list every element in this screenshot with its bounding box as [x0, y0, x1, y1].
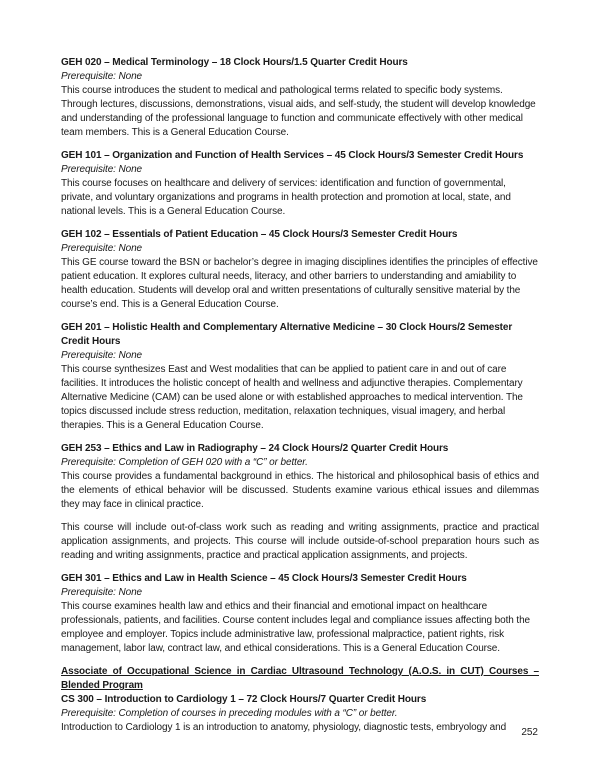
- course-title: GEH 253 – Ethics and Law in Radiography – 24 Clock Hours/2 Quarter Credit Hours: [61, 443, 449, 454]
- course-description: This course focuses on healthcare and delivery of services: identification and function of governmental, private, and voluntary organizations and programs in health protection and promotion at local, state, and national levels. This is a General Education Course.: [61, 178, 511, 217]
- course-geh-101: [61, 149, 539, 219]
- course-prerequisite: Prerequisite: None: [61, 350, 143, 361]
- course-title: GEH 201 – Holistic Health and Complementary Alternative Medicine – 30 Clock Hours/2 Semester Credit Hours: [61, 322, 513, 347]
- page-content: [61, 56, 539, 744]
- course-geh-020: [61, 56, 539, 140]
- course-prerequisite: Prerequisite: None: [61, 71, 143, 82]
- section-aos-cut: [61, 665, 539, 735]
- course-prerequisite: Prerequisite: None: [61, 587, 143, 598]
- course-title: GEH 020 – Medical Terminology – 18 Clock Hours/1.5 Quarter Credit Hours: [61, 57, 408, 68]
- course-geh-102: [61, 228, 539, 312]
- course-geh-201: [61, 321, 539, 433]
- course-description: This course examines health law and ethics and their financial and emotional impact on healthcare professionals, patients, and facilities. Course content includes legal and compliance issues affecting both the employee and employer. Topics include administrative law, professional malpractice, patient rights, risk management, labor law, contract law, and ethical considerations. This is a General Education Course.: [61, 601, 531, 654]
- course-prerequisite: Prerequisite: None: [61, 243, 143, 254]
- course-description: Introduction to Cardiology 1 is an introduction to anatomy, physiology, diagnostic tests, embryology and: [61, 722, 507, 733]
- course-prerequisite: Prerequisite: Completion of courses in preceding modules with a “C” or better.: [61, 708, 398, 719]
- course-title: CS 300 – Introduction to Cardiology 1 – 72 Clock Hours/7 Quarter Credit Hours: [61, 694, 427, 705]
- course-title: GEH 101 – Organization and Function of Health Services – 45 Clock Hours/3 Semester Credit Hours: [61, 150, 524, 161]
- course-description: This GE course toward the BSN or bachelor’s degree in imaging disciplines identifies the principles of effective patient education. It explores cultural needs, literacy, and other barriers to understanding and amiability to health education. Students will develop oral and written presentations of culturally sensitive material by the course’s end. This is a General Education Course.: [61, 257, 538, 310]
- course-geh-253: [61, 442, 539, 563]
- course-prerequisite: Prerequisite: None: [61, 164, 143, 175]
- course-description: This course provides a fundamental background in ethics. The historical and philosophical basis of ethics and the elements of ethical behavior will be discussed. Students examine various ethical issues and dilemmas they may face in clinical practice.: [61, 471, 539, 510]
- course-description: This course introduces the student to medical and pathological terms related to specific body systems. Through lectures, discussions, demonstrations, visual aids, and self-study, the student will develop knowledge and understanding of the professional language to function and communicate effectively with other medical team members. This is a General Education Course.: [61, 85, 536, 138]
- program-section-heading: Associate of Occupational Science in Cardiac Ultrasound Technology (A.O.S. in CUT) Courses – Blended Program: [61, 666, 539, 691]
- course-description-continued: This course will include out-of-class work such as reading and writing assignments, practice and practical application assignments, and projects. This course will include outside-of-school preparation hours such as reading and writing assignments, practice and practical application assignments, and projects.: [61, 522, 539, 561]
- page-number: 252: [521, 727, 538, 738]
- course-title: GEH 102 – Essentials of Patient Education – 45 Clock Hours/3 Semester Credit Hours: [61, 229, 458, 240]
- course-prerequisite: Prerequisite: Completion of GEH 020 with a “C” or better.: [61, 457, 308, 468]
- course-title: GEH 301 – Ethics and Law in Health Science – 45 Clock Hours/3 Semester Credit Hours: [61, 573, 467, 584]
- course-geh-301: [61, 572, 539, 656]
- course-description: This course synthesizes East and West modalities that can be applied to patient care in and out of care facilities. It introduces the holistic concept of health and wellness and adjunctive therapies. Complementary Alternative Medicine (CAM) can be used alone or with established approaches to medical intervention. The topics discussed include stress reduction, meditation, relaxation techniques, visual imagery, and herbal therapies. This is a General Education Course.: [61, 364, 523, 431]
